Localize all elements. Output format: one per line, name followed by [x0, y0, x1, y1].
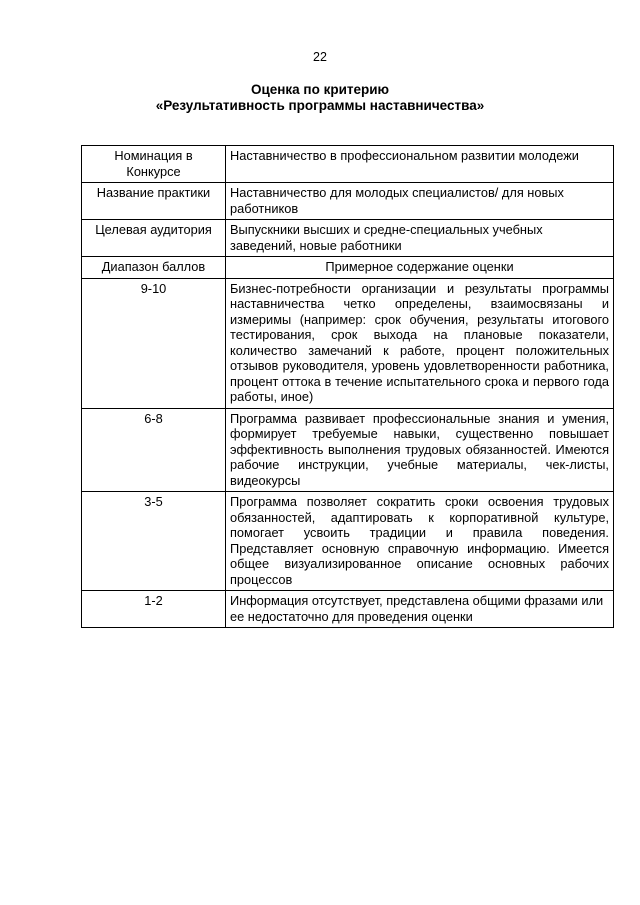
score-range: 9-10	[82, 278, 226, 408]
nomination-label: Номинация в Конкурсе	[82, 146, 226, 183]
table-row-target-audience	[82, 220, 614, 257]
table-row-score-1-2	[82, 591, 614, 628]
score-description: Программа позволяет сократить сроки освоения трудовых обязанностей, адаптировать к корпоративной культуре, помогает усвоить традиции и правила поведения. Представляет основную справочную информацию. Имеется общее визуализированное описание основных рабочих процессов	[226, 492, 614, 591]
title-line-1: Оценка по критерию	[250, 82, 390, 97]
table-header-row	[82, 257, 614, 279]
score-description: Бизнес-потребности организации и результаты программы наставничества четко определены, взаимосвязаны и измеримы (например: срок обучения, результаты итогового тестирования, срок выхода на плановые показатели, количество замечаний к работе, процент положительных отзывов руководителя, уровень удовлетворенности работника, процент оттока в течение испытательного срока и первого года работы, иное)	[226, 278, 614, 408]
table-row-nomination	[82, 146, 614, 183]
score-range: 6-8	[82, 408, 226, 492]
score-description: Программа развивает профессиональные знания и умения, формирует требуемые навыки, существенно повышает эффективность выполнения трудовых обязанностей. Имеются рабочие инструкции, учебные материалы, чек-листы, видеокурсы	[226, 408, 614, 492]
score-description: Информация отсутствует, представлена общими фразами или ее недостаточно для проведения оценки	[226, 591, 614, 628]
score-range: 3-5	[82, 492, 226, 591]
criteria-table	[81, 145, 614, 628]
practice-name-label: Название практики	[82, 183, 226, 220]
nomination-value: Наставничество в профессиональном развитии молодежи	[226, 146, 614, 183]
table-row-score-9-10	[82, 278, 614, 408]
table-row-score-3-5	[82, 492, 614, 591]
score-range: 1-2	[82, 591, 226, 628]
page-number: 22	[313, 50, 327, 64]
target-audience-value: Выпускники высших и средне-специальных учебных заведений, новые работники	[226, 220, 614, 257]
assessment-content-header: Примерное содержание оценки	[226, 257, 614, 279]
document-title	[0, 82, 640, 114]
practice-name-value: Наставничество для молодых специалистов/ для новых работников	[226, 183, 614, 220]
score-range-header: Диапазон баллов	[82, 257, 226, 279]
table-row-score-6-8	[82, 408, 614, 492]
table-row-practice-name	[82, 183, 614, 220]
title-line-2: «Результативность программы наставничества»	[155, 98, 485, 113]
target-audience-label: Целевая аудитория	[82, 220, 226, 257]
